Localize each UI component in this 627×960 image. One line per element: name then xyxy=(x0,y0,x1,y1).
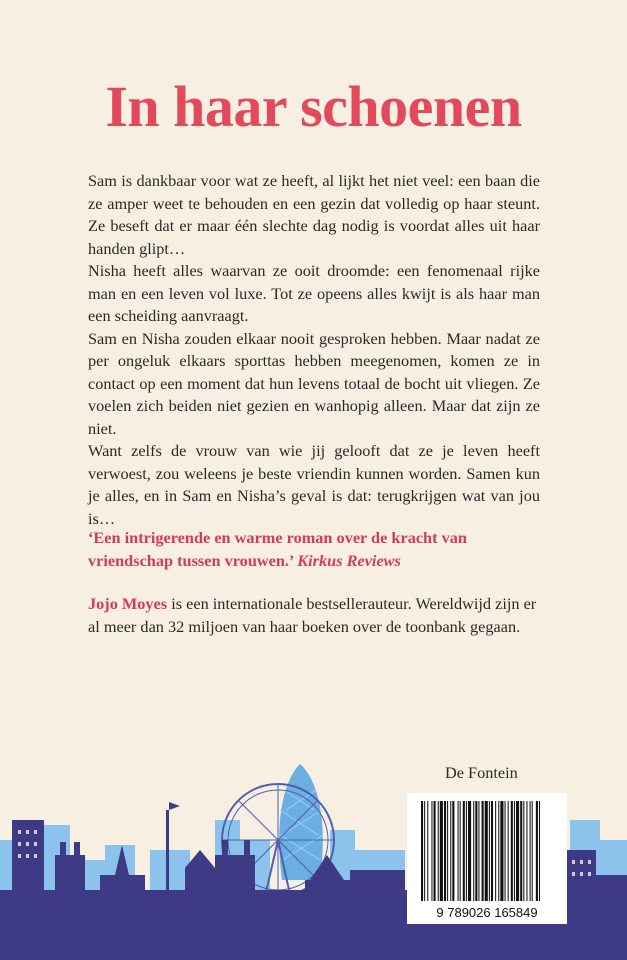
barcode-bar xyxy=(444,801,446,901)
barcode-bar xyxy=(478,801,479,901)
barcode-bar xyxy=(452,801,454,901)
barcode-bar xyxy=(424,801,425,901)
quote-text: ‘Een intrigerende en warme roman over de kracht van vriendschap tussen vrouwen.’ xyxy=(88,528,467,570)
book-title: In haar schoenen xyxy=(105,74,522,139)
barcode-bar xyxy=(500,801,503,901)
barcode-bar xyxy=(505,801,506,901)
barcode-bar xyxy=(427,801,428,901)
bio-text: is een internationale bestsellerauteur. Wereldwijd zijn er al meer dan 32 miljoen van haar boeken over de toonbank gegaan. xyxy=(88,594,537,636)
barcode-bar xyxy=(508,801,509,901)
barcode-bar xyxy=(460,801,461,901)
barcode-bar xyxy=(450,801,451,901)
barcode-bar xyxy=(516,801,519,901)
author-bio xyxy=(88,593,548,638)
blurb-paragraph: Sam is dankbaar voor wat ze heeft, al lijkt het niet veel: een baan die ze amper weet te behouden en een gezin dat volledig op haar steunt. Ze beseft dat er maar één slechte dag nodig is voordat alles uit haar handen glipt… xyxy=(88,171,540,258)
barcode-bar xyxy=(530,801,531,901)
barcode-bar xyxy=(514,801,515,901)
barcode-bar xyxy=(523,801,524,901)
barcode-bar xyxy=(495,801,496,901)
barcode-bar xyxy=(466,801,467,901)
blurb-paragraph: Nisha heeft alles waarvan ze ooit droomde: een fenomenaal rijke man en een leven vol luxe. Tot ze opeens alles kwijt is als haar man een scheiding aanvraagt. xyxy=(88,261,540,325)
barcode-bar xyxy=(485,801,488,901)
barcode-bar xyxy=(468,801,471,901)
isbn-number: 9 789026 165849 xyxy=(436,905,538,920)
barcode-bar xyxy=(491,801,493,901)
blurb-text xyxy=(88,170,540,530)
barcode-bar xyxy=(532,801,533,901)
barcode-bar xyxy=(438,801,439,901)
barcode-bar xyxy=(440,801,443,901)
blurb-paragraph: Sam en Nisha zouden elkaar nooit gesproken hebben. Maar nadat ze per ongeluk elkaars sporttas hebben meegenomen, komen ze in contact op een moment dat hun levens totaal de bocht uit vliegen. Ze voelen zich beiden niet gezien en wanhopig alleen. Maar dat zijn ze niet. xyxy=(88,328,540,438)
barcode-bar xyxy=(475,801,477,901)
barcode-bar xyxy=(511,801,513,901)
isbn-barcode xyxy=(407,793,567,924)
barcode-bar xyxy=(421,801,423,901)
blurb-paragraph: Want zelfs de vrouw van wie jij gelooft dat ze je leven heeft verwoest, zou weleens je beste vriendin kunnen worden. Samen kun je alles, en in Sam en Nisha’s geval is dat: terugkrijgen wat van jou is… xyxy=(88,441,540,528)
barcode-bar xyxy=(473,801,474,901)
author-name: Jojo Moyes xyxy=(88,594,168,613)
barcode-bar xyxy=(447,801,448,901)
publisher-name: De Fontein xyxy=(445,763,518,782)
review-quote xyxy=(88,527,548,572)
barcode-bar xyxy=(539,801,540,901)
quote-source: Kirkus Reviews xyxy=(297,550,401,570)
barcode-bar xyxy=(498,801,499,901)
barcode-bar xyxy=(536,801,538,901)
barcode-bar xyxy=(463,801,465,901)
barcode-bar xyxy=(482,801,484,901)
barcode-bar xyxy=(431,801,432,901)
barcode-bar xyxy=(520,801,522,901)
barcode-bar xyxy=(489,801,490,901)
barcode-bar xyxy=(458,801,459,901)
barcode-bar xyxy=(526,801,527,901)
barcode-bar xyxy=(434,801,436,901)
